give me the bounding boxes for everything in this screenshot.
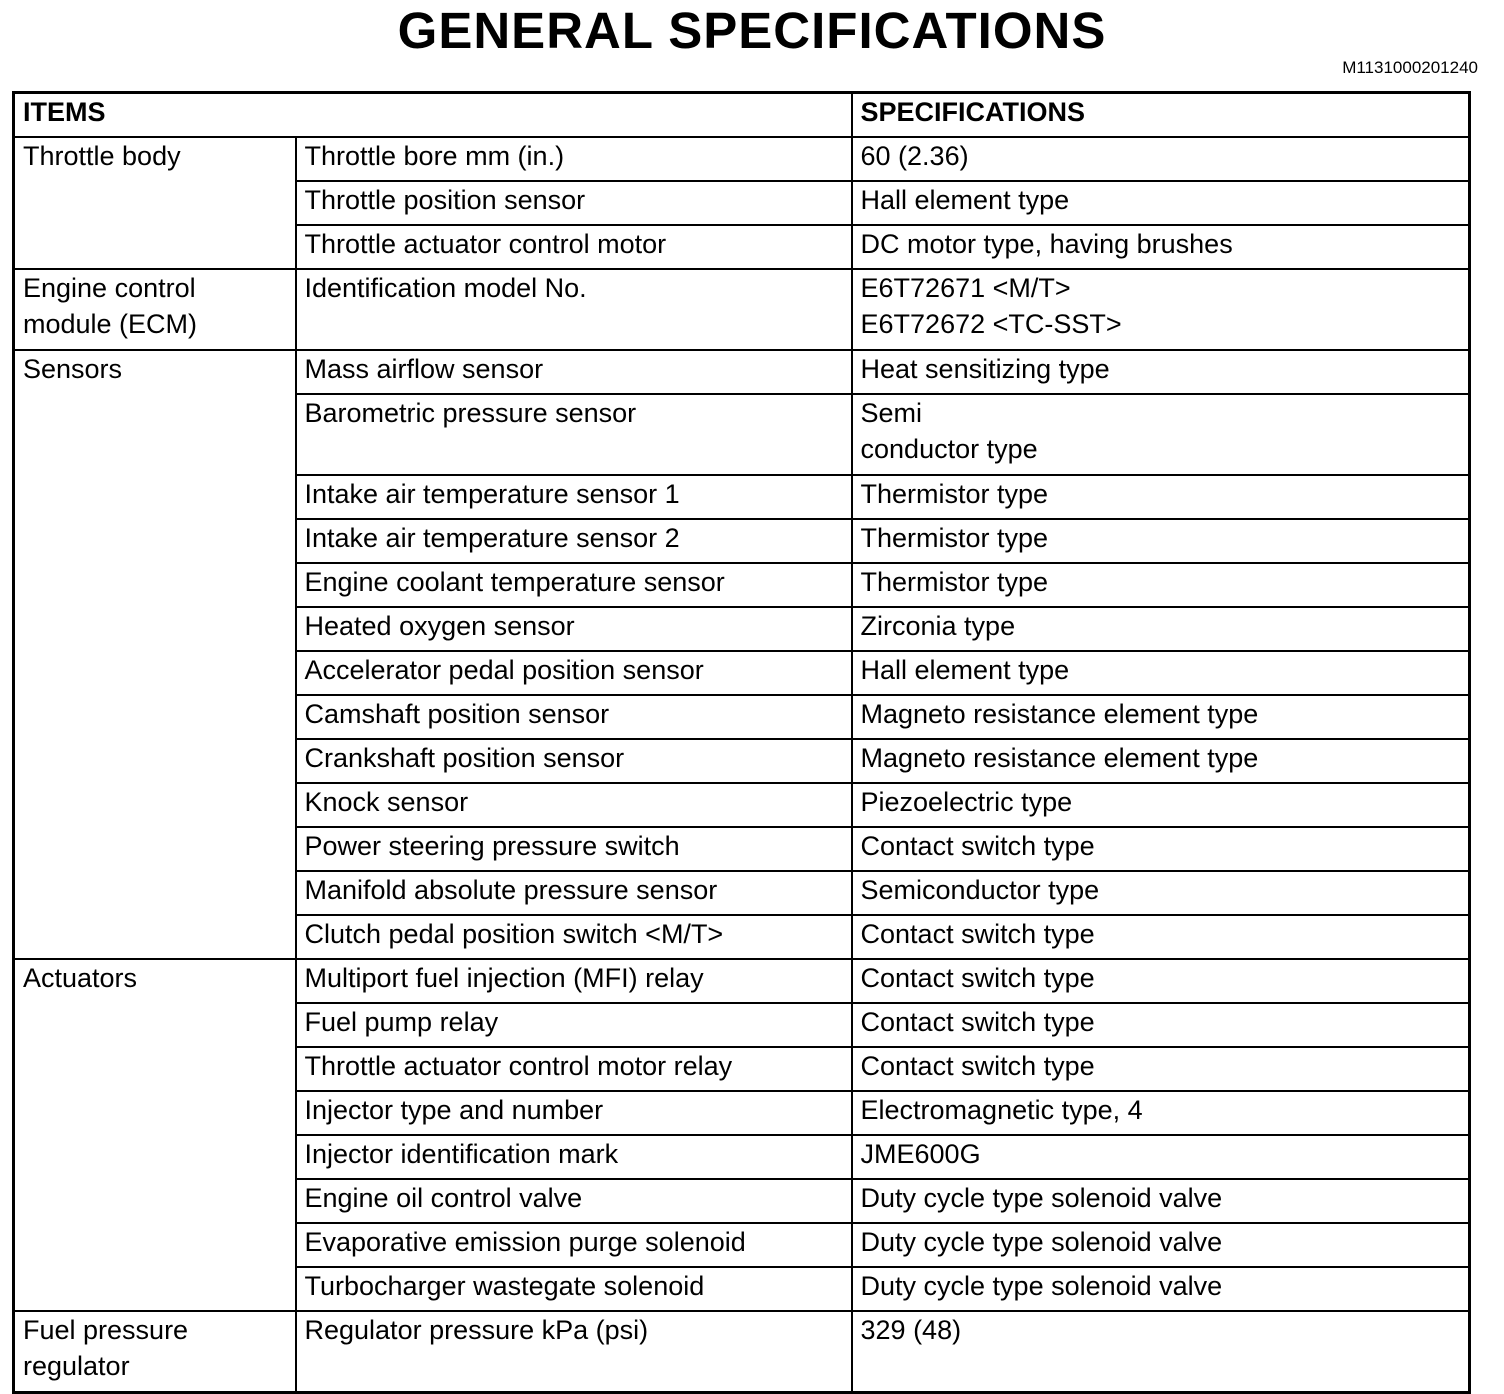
spec-value: Duty cycle type solenoid valve <box>860 1271 1223 1301</box>
category-cell <box>14 959 296 1311</box>
item-label: Identification model No. <box>304 273 587 303</box>
table-header-row <box>14 93 1470 138</box>
spec-cell <box>852 1003 1470 1047</box>
spec-cell <box>852 1311 1470 1393</box>
item-cell <box>296 1267 852 1311</box>
spec-value: Magneto resistance element type <box>860 699 1259 729</box>
item-cell <box>296 350 852 394</box>
item-label: Engine coolant temperature sensor <box>304 567 725 597</box>
spec-value: Semiconductor type <box>860 875 1100 905</box>
item-cell <box>296 1091 852 1135</box>
spec-value: Contact switch type <box>860 831 1095 861</box>
spec-value: E6T72672 <TC-SST> <box>860 309 1122 339</box>
spec-value: Thermistor type <box>860 479 1049 509</box>
category-label: module (ECM) <box>23 309 198 339</box>
spec-value: conductor type <box>860 434 1038 464</box>
spec-value: Hall element type <box>860 185 1070 215</box>
spec-value: 329 (48) <box>860 1315 962 1345</box>
item-label: Knock sensor <box>304 787 469 817</box>
spec-cell <box>852 959 1470 1003</box>
item-cell <box>296 475 852 519</box>
item-label: Multiport fuel injection (MFI) relay <box>304 963 704 993</box>
item-label: Injector type and number <box>304 1095 604 1125</box>
item-label: Fuel pump relay <box>304 1007 499 1037</box>
item-label: Clutch pedal position switch <M/T> <box>304 919 724 949</box>
item-label: Mass airflow sensor <box>304 354 544 384</box>
spec-value: 60 (2.36) <box>860 141 969 171</box>
spec-cell <box>852 563 1470 607</box>
spec-value: Semi <box>860 398 923 428</box>
spec-cell <box>852 350 1470 394</box>
item-cell <box>296 783 852 827</box>
table-row <box>14 269 1470 350</box>
item-label: Power steering pressure switch <box>304 831 680 861</box>
item-cell <box>296 1223 852 1267</box>
spec-value: Contact switch type <box>860 919 1095 949</box>
item-cell <box>296 519 852 563</box>
item-cell <box>296 137 852 181</box>
spec-value: Zirconia type <box>860 611 1016 641</box>
spec-value: Duty cycle type solenoid valve <box>860 1183 1223 1213</box>
item-label: Heated oxygen sensor <box>304 611 575 641</box>
item-cell <box>296 181 852 225</box>
category-cell <box>14 269 296 350</box>
spec-cell <box>852 1091 1470 1135</box>
spec-cell <box>852 1047 1470 1091</box>
spec-value: Thermistor type <box>860 523 1049 553</box>
page-title: GENERAL SPECIFICATIONS <box>397 2 1107 59</box>
item-label: Accelerator pedal position sensor <box>304 655 704 685</box>
header-items: ITEMS <box>14 93 852 138</box>
table-row <box>14 1311 1470 1393</box>
spec-cell <box>852 1135 1470 1179</box>
category-label: regulator <box>23 1351 130 1381</box>
spec-value: Contact switch type <box>860 963 1095 993</box>
item-label: Crankshaft position sensor <box>304 743 625 773</box>
spec-value: Heat sensitizing type <box>860 354 1110 384</box>
item-cell <box>296 1003 852 1047</box>
spec-cell <box>852 1179 1470 1223</box>
item-cell <box>296 915 852 959</box>
item-label: Intake air temperature sensor 1 <box>304 479 680 509</box>
spec-cell <box>852 181 1470 225</box>
spec-cell <box>852 394 1470 475</box>
spec-value: Electromagnetic type, 4 <box>860 1095 1143 1125</box>
spec-value: Magneto resistance element type <box>860 743 1259 773</box>
spec-cell <box>852 137 1470 181</box>
spec-value: Contact switch type <box>860 1051 1095 1081</box>
spec-cell <box>852 1223 1470 1267</box>
item-label: Manifold absolute pressure sensor <box>304 875 718 905</box>
spec-cell <box>852 827 1470 871</box>
spec-value: Hall element type <box>860 655 1070 685</box>
spec-cell <box>852 519 1470 563</box>
item-cell <box>296 871 852 915</box>
category-cell <box>14 1311 296 1393</box>
category-label: Fuel pressure <box>23 1315 189 1345</box>
spec-value: Contact switch type <box>860 1007 1095 1037</box>
item-label: Injector identification mark <box>304 1139 619 1169</box>
item-cell <box>296 607 852 651</box>
spec-cell <box>852 607 1470 651</box>
item-label: Throttle actuator control motor relay <box>304 1051 733 1081</box>
item-label: Barometric pressure sensor <box>304 398 637 428</box>
item-label: Throttle bore mm (in.) <box>304 141 565 171</box>
item-cell <box>296 959 852 1003</box>
spec-cell <box>852 915 1470 959</box>
spec-value: JME600G <box>860 1139 981 1169</box>
header-specifications: SPECIFICATIONS <box>852 93 1470 138</box>
table-body <box>14 137 1470 1393</box>
item-cell <box>296 695 852 739</box>
category-cell <box>14 137 296 269</box>
item-label: Evaporative emission purge solenoid <box>304 1227 746 1257</box>
category-label: Sensors <box>23 354 123 384</box>
item-cell <box>296 1135 852 1179</box>
spec-cell <box>852 783 1470 827</box>
spec-value: Duty cycle type solenoid valve <box>860 1227 1223 1257</box>
item-cell <box>296 1047 852 1091</box>
specifications-table <box>12 91 1471 1394</box>
item-label: Throttle actuator control motor <box>304 229 667 259</box>
spec-cell <box>852 871 1470 915</box>
item-cell <box>296 739 852 783</box>
item-label: Turbocharger wastegate solenoid <box>304 1271 705 1301</box>
document-id: M1131000201240 <box>1342 58 1478 77</box>
item-cell <box>296 394 852 475</box>
item-label: Engine oil control valve <box>304 1183 583 1213</box>
table-row <box>14 959 1470 1003</box>
item-cell <box>296 225 852 269</box>
spec-cell <box>852 1267 1470 1311</box>
spec-cell <box>852 225 1470 269</box>
item-label: Throttle position sensor <box>304 185 586 215</box>
spec-value: Piezoelectric type <box>860 787 1073 817</box>
item-cell <box>296 269 852 350</box>
spec-value: DC motor type, having brushes <box>860 229 1233 259</box>
table-row <box>14 137 1470 181</box>
category-label: Engine control <box>23 273 196 303</box>
item-cell <box>296 563 852 607</box>
category-cell <box>14 350 296 959</box>
spec-value: Thermistor type <box>860 567 1049 597</box>
category-label: Actuators <box>23 963 138 993</box>
item-cell <box>296 827 852 871</box>
item-label: Intake air temperature sensor 2 <box>304 523 680 553</box>
item-cell <box>296 1311 852 1393</box>
spec-cell <box>852 739 1470 783</box>
spec-value: E6T72671 <M/T> <box>860 273 1071 303</box>
spec-cell <box>852 269 1470 350</box>
category-label: Throttle body <box>23 141 181 171</box>
table-row <box>14 350 1470 394</box>
item-label: Camshaft position sensor <box>304 699 610 729</box>
spec-cell <box>852 475 1470 519</box>
item-label: Regulator pressure kPa (psi) <box>304 1315 649 1345</box>
item-cell <box>296 651 852 695</box>
spec-cell <box>852 651 1470 695</box>
spec-cell <box>852 695 1470 739</box>
item-cell <box>296 1179 852 1223</box>
